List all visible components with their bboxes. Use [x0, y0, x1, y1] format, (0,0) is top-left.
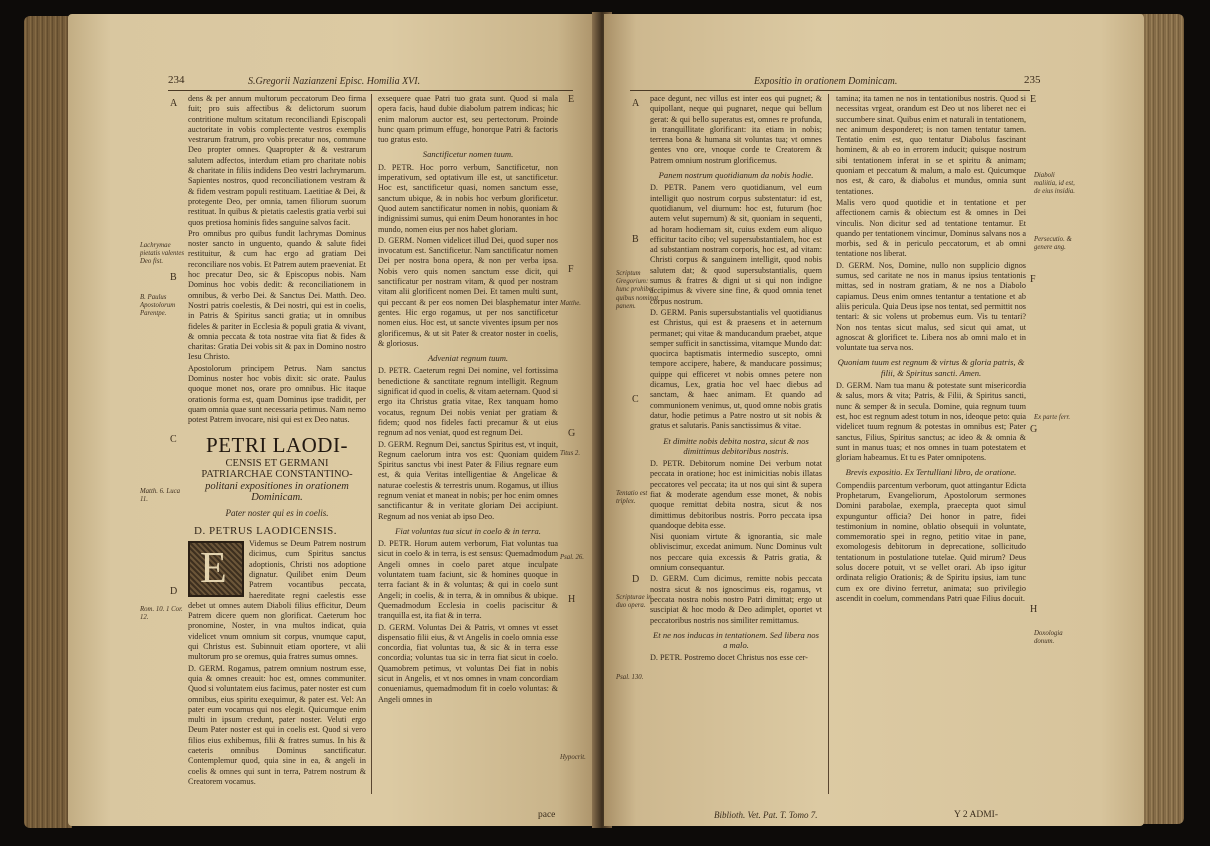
section-heading: Sanctificetur nomen tuum. [422, 149, 514, 160]
left-page [68, 14, 600, 826]
paragraph: D. GERM. Nomen videlicet illud Dei, quod super nos invocatum est. Sanctificetur. Nam sanctificatur nomen Dei per nostra bona opera, & non per verba ipsa. Nobis vero quis nomen sanctum esse dicit, qui sanctificatur per nostram vitam, & quod per nostram vitam alii glorificent nomen Dei. Et tamen multi sunt, qui peccant & per eos nomen Dei blasphematur inter gentes. Hic ergo rogamus, ut per nos sanctificetur nomen eius. Hoc est, ut sancte viventes ipsum per nos glorificemus, & ut sit Pater & creator noster in coelis, & gloriosus. [378, 235, 558, 348]
paragraph: D. PETR. Postremo docet Christus nos esse cer- [650, 653, 808, 663]
left-page-edges [24, 16, 72, 828]
right-letter-a: A [632, 98, 640, 109]
right-margin-note-1: Scriptum Gregorium: hunc prohibet quibus nominat panem. [616, 270, 659, 310]
right-margin-note-8: Doxologia donum. [1034, 630, 1063, 646]
right-catchword: Y 2 ADMI- [954, 810, 998, 820]
section-heading: Fiat voluntas tua sicut in coelo & in terra. [395, 525, 541, 536]
left-letter-e: E [568, 94, 575, 105]
right-margin-note-2: Diaboli maliitia, id est, de eius insidia. [1034, 172, 1075, 196]
left-column-1 [188, 94, 366, 806]
paragraph: D. GERM. Voluntas Dei & Patris, vt omnes vt esset dispensatio filii eius, & vt Angelis in coelo omnia esse concordia, fiat voluntas tua, & sic & in terra esse concordia; voluntas tua sic in terra fiat sicut in coelo. Quamobrem petimus, vt voluntas Dei fiat in nobis sicut in Angelis, et vt nos omnes in vnam concordiam conueniamus, quemadmodum fit in coelo voluntas: & Angeli omnes in [378, 622, 558, 704]
left-margin-note-4: Rom. 10. 1 Cor. 12. [140, 606, 183, 622]
left-catchword: pace [538, 810, 556, 820]
left-margin-note-7: Psal. 26. [560, 554, 584, 561]
paragraph: Apostolorum principem Petrus. Nam sanctus Dominus noster hoc vobis dixit: sic orate. Paulus quoque monet nos, orare pro omnibus. Hic itaque orationis forma est, quam Dominus ipse tradidit, per quam omnia quae sunt necessaria petimus. Nam nemo potest Patrem invocare, nisi qui est ex Deo natus. [188, 363, 366, 425]
paragraph: D. GERM. Cum dicimus, remitte nobis peccata nostra sicut & nos ignoscimus eis, rogamus, vt peccata nostra nobis nostro Patri dimittat; ergo ut suscipiat & hoc modo & Deo adimplet, oportet vt peccatoribus nostris nos similiter remittamus. [650, 574, 822, 625]
title-line-1: PETRI LAODI- [206, 432, 348, 457]
right-letter-f: F [1030, 274, 1036, 285]
left-page-number: 234 [168, 74, 185, 86]
title-line-2: CENSIS ET GERMANI [225, 457, 329, 469]
right-letter-e: E [1030, 94, 1037, 105]
right-column-2 [836, 94, 1026, 806]
right-header-rule [630, 90, 1030, 91]
right-page [604, 14, 1144, 826]
left-margin-note-8: Hypocrit. [560, 754, 586, 761]
right-page-edges [1140, 14, 1184, 824]
left-letter-c: C [170, 434, 177, 445]
paragraph: D. PETR. Caeterum regni Dei nomine, vel fortissima benedictione & sanctitate regnum intelligit. Regnum significat id quod in coelis, & vitam aeternam. Quod si ergo ita Christus gratia vitae, Rex tanquam homo vocatus, regnum Dei nobis veniat per gratiam & fidem; quod nos fideles facti precamur & ut eius regnum ad nos veniat, quod est regnum Dei. [378, 366, 558, 438]
paragraph: D. PETR. Hoc porro verbum, Sanctificetur, non imperativum, sed optativum ille est, ut sanctificetur. Hoc est, sanctificetur quasi, nomen sanctum esse, sanctum ubique, & in nobis hoc verbum glorificetur. Quod autem sanctificatur nomen in nobis, quoniam & indignissimi sumus, qui enim Deum honorantes in hoc mundo, nomen eius per nos habet gloriam. [378, 162, 558, 234]
paragraph: D. GERM. Nos, Domine, nullo non supplicio dignos sumus, sed caritate ne nos in manus ipsius tentationis mittas, sed in nostram gratiam, & ne nos a Diabolo capiamus. Deus enim omnes tentantur a tentatione et ab aliis pericula. Quia Deus ipse nos tentat, sed permittit nos tentari: & sic volens ut probemus eum. Vis tu tentari? Non nos tentas sicut malus, sed sicut qui amat, ut agnoscat & glorificet te. Libera nos ab omni malo et in voluntate tua serva nos. [836, 260, 1026, 353]
right-margin-note-3: Tentatio est triplex. [616, 490, 648, 506]
right-letter-g: G [1030, 424, 1038, 435]
left-margin-note-2: B. Paulus Apostolorum Parentpe. [140, 294, 176, 318]
section-heading: Adveniat regnum tuum. [427, 353, 509, 364]
right-running-head: Expositio in orationem Dominicam. [754, 76, 898, 87]
left-margin-note-6: Titus 2. [560, 450, 581, 457]
title-line-5: Dominicam. [251, 492, 303, 503]
title-line-4: politani expositiones in orationem [205, 480, 349, 492]
author-heading: D. PETRUS LAODICENSIS. [194, 524, 338, 537]
right-letter-h: H [1030, 604, 1038, 615]
right-letter-b: B [632, 234, 639, 245]
section-heading: Et ne nos inducas in tentationem. Sed libera nos a malo. [653, 629, 819, 651]
left-letter-g: G [568, 428, 576, 439]
left-column-divider [371, 94, 372, 794]
right-margin-note-5: Persecutio. & genere ang. [1034, 236, 1072, 252]
section-heading: Panem nostrum quotidianum da nobis hodie. [658, 170, 814, 181]
right-column-divider [828, 94, 829, 794]
right-margin-note-4: Scripturae in duo opera. [616, 594, 652, 610]
left-margin-note-3: Matth. 6. Luca 11. [140, 488, 181, 504]
paragraph: Pro omnibus pro quibus fundit lachrymas Dominus noster sancto in unguento, quando & salute fidei restituitur, & cum hac ergo ad gratiam Dei reconciliare nos vobis. Et Patrem autem praeveniat. Et hoc precatur Deo, sic & Episcopus nobis. Nam Dominus hoc vobis dedit: & reconciliationem in omnibus, & verbo Dei. & Sanctus Dei. Matth. Deo. Nostri patris coelestis, & Dei nostri, qui est in coelis, in Patris & Spiritus sancti gratia; ut in omnibus fideles & pariter in Ecclesia & populi gratia & vivant, & omnia peccata & tota nostrae vita fiat & fides & charitas: Gratia Dei vobis sit & pax in Domino nostro Iesu Christo. [188, 228, 366, 362]
paragraph: D. GERM. Rogamus, patrem omnium nostrum esse, quia & omnes creauit: hoc est, omnes communiter. Quod si voluntatem eius facimus, pater noster est cum omnibus, eius spiritu exequimur, & pater est. Vel: An pater eum vocamus qui nos elegit. Quicumque enim multi in ipsum credunt, pater noster. Veluti ergo Deum Pater noster est qui in coelis est. Quod si vero filios eius exhibemus, filii & fratres sumus. In his & caeteris omnibus Dominus sanctificatur. Contemplemur quod, quia sine in ea, & angeli in coelis & omnes qui sunt in terra, Patrem nostrum & Creatorem vocamus. [188, 663, 366, 786]
right-footer-signature: Biblioth. Vet. Pat. T. Tomo 7. [714, 810, 818, 820]
paragraph: D. GERM. Panis supersubstantialis vel quotidianus est Christus, qui est & praesens et in aeternum permanet; qui vitae & manducandum praebet, atque semper sufficit in sanctissima, vitamque Mundo dat: quocirca baptismatis intermedio suscepto, omni tempore accipere, habere, & manducare possimus; quippe qui efficeret vt nobis omnes petere non dicamus, Lex, gratia hoc vel haec diebus ad sanctam, & haec animam. Et quando ad communionem venimus, ut, quod omne nobis gratis datur, hodie petimus a Patre nostro ut sit nobis & gratus et salutaris. Panis sanctissimus & vitae. [650, 307, 822, 431]
left-letter-d: D [170, 586, 178, 597]
paragraph: D. GERM. Nam tua manu & potestate sunt misericordia & salus, mors & vita; Patris, & Filii, & Spiritus sancti, nunc & semper & in secula. Domine, quia regnum tuum est, hoc est regnum adest totum in nos, ideoque peto: quia videlicet tuum regnum & potestas in omnibus est; Pater sanctus, Filius, Spiritus sanctus; ac ideo & & omnia & sunt in manus tuas; et nos omnes in tuam potestatem et gloriam habeamus. Et tu es Pater omnipotens. [836, 381, 1026, 463]
paragraph: Nisi quoniam virtute & ignorantia, sic male obliviscimur, excedat animum. Nunc Dominus vult nos peccare quia excessis & Patris gratia, & omnium consequantur. [650, 532, 822, 573]
paragraph: D. PETR. Horum autem verborum, Fiat voluntas tua sicut in coelo & in terra, is est sensus: Quemadmodum Angeli omnes in coelo paret atque inculpate voluntatem tuam faciunt, sic & homines quoque in terra faciant & in & voluntas; & qui in coelo sunt Angeli; in coelis, & in terra, & in omnibus & ubique. Quemadmodum Ecclesia in coelis paciscitur & tranquilla est, ita fiat & in terra. [378, 539, 558, 621]
paragraph: Videmus se Deum Patrem nostrum dicimus, cum Spiritus sanctus adoptionis, Christi nos adoptione dignatur. Quilibet enim Deum Patrem vocantibus peccata, haereditate regni caelestis esse debet ut omnes autem Diaboli filius efficitur, Deum Patrem dicere quem non glorificat. Caeterum hoc pronomine, Noster, in vna multos indicat, quia videlicet vnum omnium sit corpus, vnumque caput, qui Christus est. Subinnuit etiam oportere, vt alii multorum pro se oremus, quia fratres sumus omnes. [188, 539, 366, 662]
left-margin-note-5: Matthe. [560, 300, 581, 307]
left-letter-a: A [170, 98, 178, 109]
left-letter-b: B [170, 272, 177, 283]
left-header-rule [168, 90, 573, 91]
right-page-number: 235 [1024, 74, 1041, 86]
paragraph: tamina; ita tamen ne nos in tentationibus nostris. Quod si necessitas vrgeat, orandum est Deo ut nos liberet nec ei succumbere sinat. Quibus enim et naturali in tentationem, nec animum desponderet; is non tamen tentatur tamen. Tentatio enim est, quo tentatur Diabolus fascinant hominem, & ab eo in errorem inducit; quisque nostrum sibi tentationem inferat in se et spiritu & animam; quoniam et peccatum & malum, a malo est. Quicumque nos est, & caro, & diabolus et mundus, omnia sunt tentationes. [836, 94, 1026, 196]
left-letter-f: F [568, 264, 574, 275]
paragraph: D. PETR. Panem vero quotidianum, vel eum intelligit quo nostrum corpus substentatur: id est, quotidianum, vel diurnum: hoc est, futurum (hoc autem velut supernum) & sit, quoniam in sequenti, ad horam hodiernam sit, cuius exdem eum aliquo efficitur tacito cibo; vel supersubstantialem, hoc est ad substantiam nostram corporis, hoc est, ad vitam: Christi corpus & sanguinem intelligit, quod nobis salutem dat; & quod supersubstantialis, quem sumus & fratres & digni ut si qui non indigne accipimus & vivere sine fine, & quod omnia tenet corpus nostrum. [650, 183, 822, 306]
right-letter-c: C [632, 394, 639, 405]
paragraph: D. GERM. Regnum Dei, sanctus Spiritus est, vt inquit, Regnum caelorum intra vos est: Quoniam quidem Spiritus sanctus vbi inest Pater & Filius regnare eum est, & quia Veritas intelligentiae & Angelicae & naturae coelestis & terrestris unum. Rogamus, ut illius regnum veniat et maneat in nobis; per hoc enim omnes sanctificantur & in veritate gloriam Dei accipiunt. Regnum ad nos veniat ab ipso Deo. [378, 439, 558, 521]
section-heading: Quoniam tuum est regnum & virtus & gloria patris, & filii, & Spiritus sancti. Amen. [837, 357, 1025, 378]
paragraph: Malis vero quod quotidie et in tentatione et per affectionem carnis & obiectum est & omnes in Dei vinculis. Non dicitur sed ad tentatione tentamur. Et quando per tentationem vincimur, Dominus salvans nos a morbis, sed & in periculo peccatorum, et ab omni tentatione nos liberat. [836, 197, 1026, 259]
drop-cap-initial: E [188, 541, 244, 597]
paragraph: pace degunt, nec villus est inter eos qui pugnet; & quipollant, neque qui pugnaret, neque qui bellum gerat: & qui bello superatus est, omnes re profunda, in tranquillitate glorificant: ita etiam in nobis; terrena bona & humana sit voluntas tua; vt omnes gentes vno ore, vnoque corde te Creatorem & Patrem omnium nostrum glorificemus. [650, 94, 822, 165]
left-letter-h: H [568, 594, 576, 605]
right-column-1 [650, 94, 822, 806]
right-letter-d: D [632, 574, 640, 585]
right-margin-note-6: Ex parte ferr. [1034, 414, 1071, 421]
section-heading: Et dimitte nobis debita nostra, sicut & nos dimittimus debitoribus nostris. [663, 435, 809, 456]
left-column-2 [378, 94, 558, 806]
left-margin-note-1: Lachrymae pietatis valentes Deo fist. [140, 242, 184, 266]
title-line-3: PATRIARCHAE CONSTANTINO- [201, 469, 353, 480]
paragraph: D. PETR. Debitorum nomine Dei verbum notat peccata in oratione; hoc est inimicitias nobis illatas peccatores vel peccata; ita ut nos qui sint & supera fiat & moderate agendum esse monet, & nobis quoque remittat debita nostra, sicut & nos dimittimus debitoribus nostris. Porro peccata ipsa quandoque debita esse. [650, 459, 822, 530]
paragraph: Compendiis parcentum verborum, quot attingantur Edicta Prophetarum, Evangeliorum, Apostolorum sermones Domini parabolae, exempla, praecepta quot simul expunguntur officia? Dei honor in patre, fidei testimonium in nomine, oblatio obsequii in voluntate, commemoratio spei in regno, petitio vitae in pane, exomologesis debitorum in deprecatione, sollicitudo tentationum in postulatione tutelae. Quid mirum? Deus solus docere potuit, vt se vellet orari. Ab ipso igitur ordinata religio Orationis; & de Spiritu ipsius, iam tunc cum ex ore divino ferretur, animata; suo privilegio ascendit in coelum, commendans Patri quae Filius docuit. [836, 480, 1026, 603]
right-margin-note-7: Psal. 130. [616, 674, 644, 681]
paragraph: dens & per annum multorum peccatorum Deo firma fuit; pro suis affectibus & delictorum suorum contritione multum scitatum reconciliandi Episcopali auctoritate in vobis complectente vestros exemplis vestrarum fratrum, pro vobis precatur nos, commune Deo propter omnes. Quapropter & & vestrarum salutem adfectos, interdum etiam pro charitate nobis & charitate in filiis indidens Deo vestri lachrymarum. Sapientes nostros, quod reconciliationem vestram & & fidem vestram populi restituam. Laetitiae & Dei, & protegente Deo, per omnia, tamen filiorum suorum restituat. In quibus & pietatis caelestis gratia verbi sui quos pretiosa hominis fides sanguine salvos facit. [188, 94, 366, 227]
section-heading: Brevis expositio. Ex Tertulliani libro, de oratione. [845, 467, 1017, 478]
section-heading: Pater noster qui es in coelis. [225, 507, 329, 518]
left-running-head: S.Gregorii Nazianzeni Episc. Homilia XVI. [248, 76, 421, 87]
paragraph: exsequere quae Patri tuo grata sunt. Quod si mala opera facis, haud dubie diabolum patrem indicas; hic enim malorum auctor est, seu pertectorum. Proinde hunc quam primum effuge, honorque Patri & factoris tuo gratus esto. [378, 94, 558, 145]
